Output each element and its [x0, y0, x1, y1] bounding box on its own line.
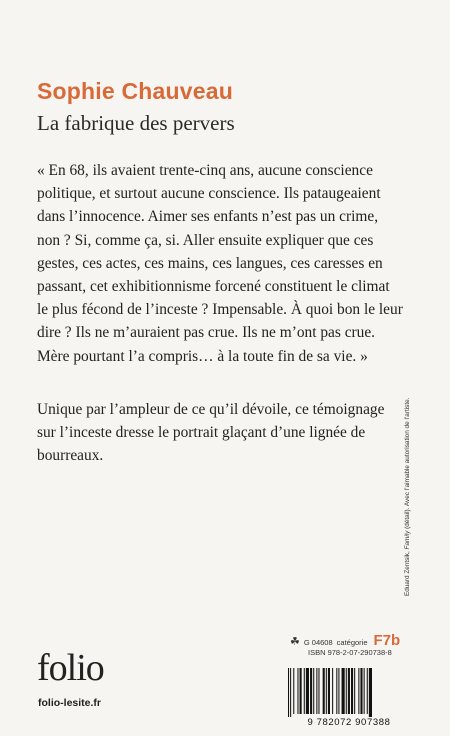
barcode-bar	[313, 668, 314, 714]
barcode-bar	[326, 668, 327, 714]
catalog-code: G 04608	[303, 638, 333, 647]
quote-paragraph	[37, 159, 427, 368]
barcode-bar	[304, 668, 305, 714]
cover-art-credit	[404, 397, 414, 596]
catalog-line	[290, 632, 401, 649]
quote-line: gestes, ces actes, ces mains, ces langues, ces caresses en	[37, 254, 383, 272]
price-category: F7b	[373, 632, 401, 649]
credit-work: Family	[404, 530, 411, 550]
author-name: Sophie Chauveau	[37, 78, 233, 104]
barcode-bar	[346, 668, 347, 714]
quote-line: Mère pourtant l’a compris… à la toute fin de sa vie. »	[37, 347, 368, 365]
credit-prefix: Eduard Zentsik,	[404, 549, 411, 596]
barcode-digits: 9 782072 907388	[284, 717, 414, 728]
barcode-bar	[290, 668, 291, 718]
barcode-bar	[338, 668, 339, 714]
barcode	[284, 668, 414, 728]
barcode-bar	[364, 668, 365, 714]
barcode-bar	[367, 668, 368, 714]
quote-line: le plus fécond de l’inceste ? Impensable. À quoi bon le leur	[37, 301, 403, 319]
quote-line: dire ? Ils ne m’auraient pas crue. Ils ne m’ont pas crue.	[37, 324, 376, 342]
barcode-bar	[332, 668, 333, 714]
barcode-bar	[288, 668, 289, 718]
barcode-bar	[336, 668, 337, 714]
barcode-bar	[369, 668, 372, 718]
barcode-bar	[306, 668, 309, 714]
barcode-bar	[354, 668, 355, 714]
quote-line: politique, et surtout aucune conscience. Ils pataugeaient	[37, 185, 381, 203]
book-title: La fabrique des pervers	[37, 111, 235, 135]
barcode-bar	[358, 668, 359, 714]
barcode-bar	[300, 668, 302, 714]
blurb-paragraph	[37, 398, 427, 468]
clover-icon: ☘	[290, 636, 300, 648]
blurb-line: sur l’inceste dresse le portrait glaçant d’une lignée de	[37, 424, 366, 442]
barcode-bars	[284, 668, 414, 718]
catalog-codes	[290, 632, 400, 657]
barcode-bar	[348, 668, 350, 714]
barcode-bar	[297, 668, 298, 714]
barcode-bar	[323, 668, 325, 714]
barcode-bar	[360, 668, 362, 714]
quote-line: non ? Si, comme ça, si. Aller ensuite expliquer que ces	[37, 231, 374, 249]
publisher-logo: folio	[37, 647, 104, 689]
quote-line: « En 68, ils avaient trente-cinq ans, aucune conscience	[37, 162, 373, 179]
category-label: catégorie	[336, 638, 368, 647]
barcode-bar	[342, 668, 345, 714]
barcode-bar	[316, 668, 317, 714]
credit-suffix: (détail). Avec l’aimable autorisation de l’artiste.	[404, 397, 411, 531]
quote-line: passant, cet exhibitionnisme forcené constituent le climat	[37, 278, 390, 296]
publisher-site: folio-lesite.fr	[38, 697, 102, 709]
barcode-bar	[293, 668, 294, 714]
isbn: ISBN 978-2-07-290738-8	[308, 648, 392, 657]
blurb-line: Unique par l’ampleur de ce qu’il dévoile, ce témoignage	[37, 401, 385, 418]
barcode-bar	[318, 668, 319, 714]
barcode-bar	[351, 668, 353, 714]
quote-line: dans l’innocence. Aimer ses enfants n’est pas un crime,	[37, 208, 379, 226]
blurb-line: bourreaux.	[37, 447, 104, 465]
barcode-bar	[328, 668, 330, 714]
barcode-bar	[310, 668, 312, 714]
